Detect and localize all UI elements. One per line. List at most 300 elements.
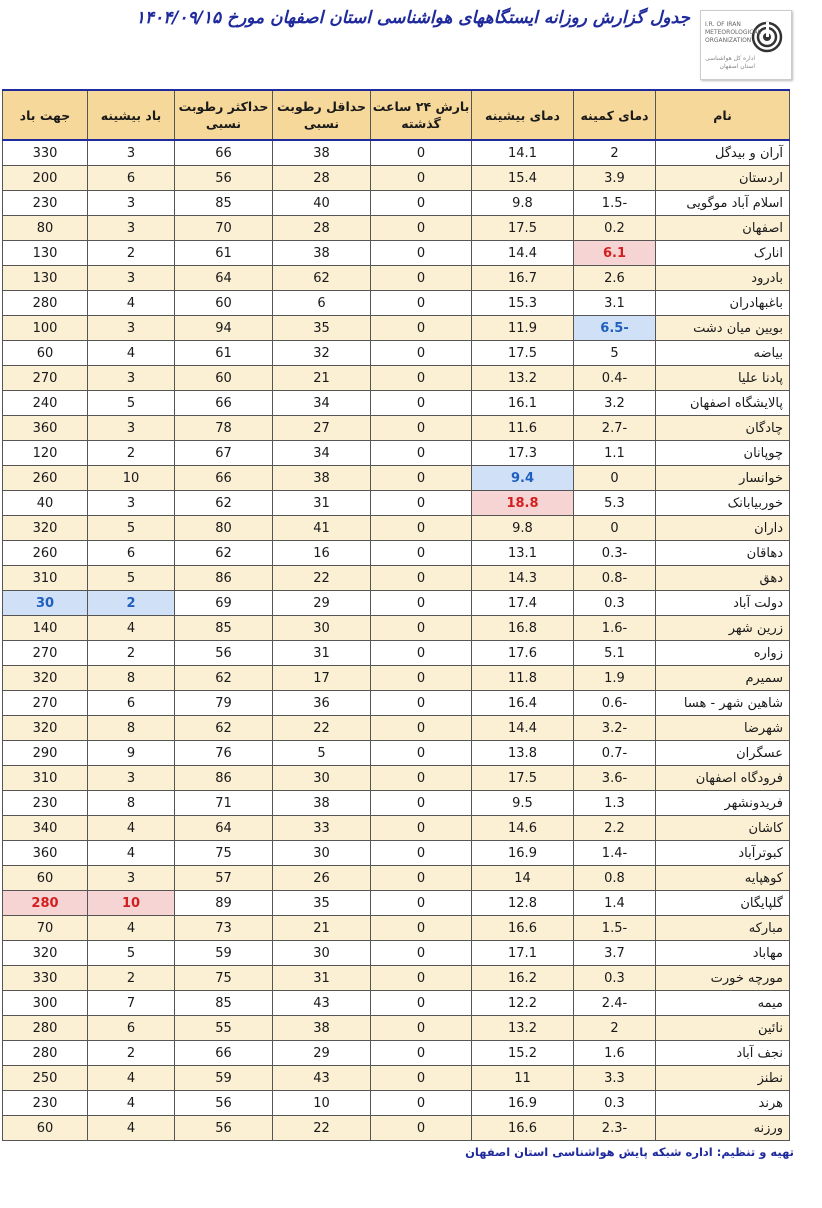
wind-direction-cell: 60 <box>3 1116 88 1141</box>
station-name-cell: زرین شهر <box>656 616 790 641</box>
station-name-cell: ورزنه <box>656 1116 790 1141</box>
min-temp-cell: 2 <box>574 140 656 166</box>
station-name-cell: دولت آباد <box>656 591 790 616</box>
wind-direction-cell: 40 <box>3 491 88 516</box>
meteorology-logo-icon <box>751 21 783 53</box>
min-humidity-cell: 31 <box>273 641 371 666</box>
station-name-cell: نطنز <box>656 1066 790 1091</box>
table-row <box>3 166 790 191</box>
max-temp-cell: 17.5 <box>472 216 574 241</box>
station-name-cell: اصفهان <box>656 216 790 241</box>
max-wind-cell: 8 <box>88 716 175 741</box>
wind-direction-cell: 200 <box>3 166 88 191</box>
max-temp-cell: 12.8 <box>472 891 574 916</box>
min-temp-cell: 2.2 <box>574 816 656 841</box>
max-humidity-cell: 66 <box>175 1041 273 1066</box>
max-wind-cell: 3 <box>88 416 175 441</box>
max-wind-cell: 3 <box>88 866 175 891</box>
min-temp-cell: -6.5 <box>574 316 656 341</box>
station-name-cell: بویین میان دشت <box>656 316 790 341</box>
max-temp-cell: 9.8 <box>472 191 574 216</box>
min-temp-cell: -3.6 <box>574 766 656 791</box>
max-humidity-cell: 61 <box>175 341 273 366</box>
min-temp-cell: -2.4 <box>574 991 656 1016</box>
min-temp-cell: 0.8 <box>574 866 656 891</box>
table-row <box>3 716 790 741</box>
table-row <box>3 816 790 841</box>
max-wind-cell: 4 <box>88 1066 175 1091</box>
max-temp-cell: 15.2 <box>472 1041 574 1066</box>
max-temp-cell: 9.4 <box>472 466 574 491</box>
min-temp-cell: -0.3 <box>574 541 656 566</box>
wind-direction-cell: 230 <box>3 1091 88 1116</box>
max-humidity-cell: 71 <box>175 791 273 816</box>
max-temp-cell: 16.7 <box>472 266 574 291</box>
header-wind-direction: جهت باد <box>3 90 88 140</box>
rain-24h-cell: 0 <box>371 866 472 891</box>
max-temp-cell: 16.2 <box>472 966 574 991</box>
weather-stations-table <box>2 89 790 1141</box>
table-row <box>3 841 790 866</box>
wind-direction-cell: 260 <box>3 541 88 566</box>
min-humidity-cell: 16 <box>273 541 371 566</box>
max-wind-cell: 6 <box>88 1016 175 1041</box>
max-wind-cell: 10 <box>88 891 175 916</box>
min-humidity-cell: 21 <box>273 366 371 391</box>
min-humidity-cell: 41 <box>273 516 371 541</box>
max-wind-cell: 4 <box>88 341 175 366</box>
wind-direction-cell: 280 <box>3 1016 88 1041</box>
min-temp-cell: -2.7 <box>574 416 656 441</box>
station-name-cell: چوپانان <box>656 441 790 466</box>
max-wind-cell: 3 <box>88 216 175 241</box>
table-row <box>3 891 790 916</box>
table-row <box>3 466 790 491</box>
min-humidity-cell: 10 <box>273 1091 371 1116</box>
max-temp-cell: 17.4 <box>472 591 574 616</box>
station-name-cell: خوانسار <box>656 466 790 491</box>
rain-24h-cell: 0 <box>371 216 472 241</box>
max-temp-cell: 17.3 <box>472 441 574 466</box>
wind-direction-cell: 30 <box>3 591 88 616</box>
table-row <box>3 1041 790 1066</box>
station-name-cell: چادگان <box>656 416 790 441</box>
wind-direction-cell: 320 <box>3 941 88 966</box>
wind-direction-cell: 340 <box>3 816 88 841</box>
rain-24h-cell: 0 <box>371 991 472 1016</box>
max-wind-cell: 2 <box>88 1041 175 1066</box>
station-name-cell: مبارکه <box>656 916 790 941</box>
table-row <box>3 516 790 541</box>
rain-24h-cell: 0 <box>371 1091 472 1116</box>
min-temp-cell: 5 <box>574 341 656 366</box>
max-temp-cell: 17.6 <box>472 641 574 666</box>
max-humidity-cell: 76 <box>175 741 273 766</box>
max-humidity-cell: 66 <box>175 466 273 491</box>
station-name-cell: اسلام آباد موگویی <box>656 191 790 216</box>
min-humidity-cell: 38 <box>273 791 371 816</box>
min-humidity-cell: 33 <box>273 816 371 841</box>
rain-24h-cell: 0 <box>371 941 472 966</box>
rain-24h-cell: 0 <box>371 516 472 541</box>
min-humidity-cell: 28 <box>273 216 371 241</box>
max-wind-cell: 3 <box>88 366 175 391</box>
max-temp-cell: 9.5 <box>472 791 574 816</box>
table-row <box>3 140 790 166</box>
max-temp-cell: 16.9 <box>472 841 574 866</box>
wind-direction-cell: 330 <box>3 140 88 166</box>
rain-24h-cell: 0 <box>371 291 472 316</box>
table-row <box>3 266 790 291</box>
rain-24h-cell: 0 <box>371 1041 472 1066</box>
max-wind-cell: 8 <box>88 791 175 816</box>
rain-24h-cell: 0 <box>371 716 472 741</box>
station-name-cell: داران <box>656 516 790 541</box>
min-humidity-cell: 43 <box>273 991 371 1016</box>
table-row <box>3 916 790 941</box>
station-name-cell: زواره <box>656 641 790 666</box>
header-name: نام <box>656 90 790 140</box>
station-name-cell: مورچه خورت <box>656 966 790 991</box>
station-name-cell: کوهپایه <box>656 866 790 891</box>
max-temp-cell: 15.3 <box>472 291 574 316</box>
max-wind-cell: 3 <box>88 491 175 516</box>
min-temp-cell: -3.2 <box>574 716 656 741</box>
max-humidity-cell: 55 <box>175 1016 273 1041</box>
max-humidity-cell: 56 <box>175 1116 273 1141</box>
max-humidity-cell: 62 <box>175 491 273 516</box>
min-humidity-cell: 40 <box>273 191 371 216</box>
station-name-cell: میمه <box>656 991 790 1016</box>
table-row <box>3 866 790 891</box>
station-name-cell: انارک <box>656 241 790 266</box>
max-wind-cell: 2 <box>88 441 175 466</box>
station-name-cell: دهاقان <box>656 541 790 566</box>
table-row <box>3 566 790 591</box>
wind-direction-cell: 360 <box>3 416 88 441</box>
table-row <box>3 741 790 766</box>
max-humidity-cell: 70 <box>175 216 273 241</box>
header-min-humidity: حداقل رطوبت نسبی <box>273 90 371 140</box>
max-humidity-cell: 78 <box>175 416 273 441</box>
rain-24h-cell: 0 <box>371 441 472 466</box>
table-row <box>3 416 790 441</box>
min-temp-cell: 2 <box>574 1016 656 1041</box>
min-temp-cell: 0 <box>574 466 656 491</box>
table-row <box>3 791 790 816</box>
max-wind-cell: 4 <box>88 841 175 866</box>
wind-direction-cell: 300 <box>3 991 88 1016</box>
table-row <box>3 541 790 566</box>
min-temp-cell: -1.6 <box>574 616 656 641</box>
min-temp-cell: 3.9 <box>574 166 656 191</box>
table-row <box>3 941 790 966</box>
max-wind-cell: 2 <box>88 966 175 991</box>
wind-direction-cell: 100 <box>3 316 88 341</box>
min-humidity-cell: 30 <box>273 941 371 966</box>
max-wind-cell: 5 <box>88 941 175 966</box>
max-temp-cell: 17.5 <box>472 766 574 791</box>
max-humidity-cell: 56 <box>175 641 273 666</box>
rain-24h-cell: 0 <box>371 741 472 766</box>
table-row <box>3 641 790 666</box>
max-wind-cell: 2 <box>88 591 175 616</box>
max-humidity-cell: 56 <box>175 166 273 191</box>
wind-direction-cell: 270 <box>3 691 88 716</box>
min-temp-cell: 3.2 <box>574 391 656 416</box>
min-humidity-cell: 35 <box>273 316 371 341</box>
max-humidity-cell: 60 <box>175 291 273 316</box>
min-humidity-cell: 5 <box>273 741 371 766</box>
wind-direction-cell: 70 <box>3 916 88 941</box>
wind-direction-cell: 60 <box>3 341 88 366</box>
table-row <box>3 966 790 991</box>
wind-direction-cell: 120 <box>3 441 88 466</box>
max-humidity-cell: 69 <box>175 591 273 616</box>
wind-direction-cell: 280 <box>3 291 88 316</box>
station-name-cell: کبوترآباد <box>656 841 790 866</box>
organization-logo <box>700 10 792 80</box>
rain-24h-cell: 0 <box>371 1116 472 1141</box>
wind-direction-cell: 260 <box>3 466 88 491</box>
max-temp-cell: 11.9 <box>472 316 574 341</box>
station-name-cell: آران و بیدگل <box>656 140 790 166</box>
rain-24h-cell: 0 <box>371 366 472 391</box>
min-humidity-cell: 38 <box>273 241 371 266</box>
table-row <box>3 616 790 641</box>
rain-24h-cell: 0 <box>371 266 472 291</box>
wind-direction-cell: 270 <box>3 366 88 391</box>
table-row <box>3 341 790 366</box>
max-wind-cell: 5 <box>88 566 175 591</box>
table-row <box>3 591 790 616</box>
min-temp-cell: 1.9 <box>574 666 656 691</box>
max-temp-cell: 11.8 <box>472 666 574 691</box>
max-humidity-cell: 64 <box>175 816 273 841</box>
rain-24h-cell: 0 <box>371 466 472 491</box>
max-humidity-cell: 61 <box>175 241 273 266</box>
wind-direction-cell: 310 <box>3 766 88 791</box>
station-name-cell: فرودگاه اصفهان <box>656 766 790 791</box>
rain-24h-cell: 0 <box>371 966 472 991</box>
logo-text-en: I.R. OF IRAN METEOROLOGICAL ORGANIZATION <box>705 21 761 44</box>
max-humidity-cell: 60 <box>175 366 273 391</box>
min-temp-cell: -0.7 <box>574 741 656 766</box>
max-temp-cell: 11 <box>472 1066 574 1091</box>
station-name-cell: عسگران <box>656 741 790 766</box>
table-row <box>3 666 790 691</box>
footer-credit: تهیه و تنظیم: اداره شبکه پایش هواشناسی استان اصفهان <box>465 1145 794 1159</box>
max-temp-cell: 18.8 <box>472 491 574 516</box>
station-name-cell: اردستان <box>656 166 790 191</box>
wind-direction-cell: 290 <box>3 741 88 766</box>
table-row <box>3 766 790 791</box>
table-row <box>3 241 790 266</box>
max-humidity-cell: 80 <box>175 516 273 541</box>
station-name-cell: گلپایگان <box>656 891 790 916</box>
min-humidity-cell: 38 <box>273 466 371 491</box>
table-row <box>3 691 790 716</box>
table-row <box>3 441 790 466</box>
min-humidity-cell: 17 <box>273 666 371 691</box>
wind-direction-cell: 250 <box>3 1066 88 1091</box>
max-humidity-cell: 75 <box>175 966 273 991</box>
max-temp-cell: 17.5 <box>472 341 574 366</box>
max-temp-cell: 9.8 <box>472 516 574 541</box>
max-humidity-cell: 59 <box>175 1066 273 1091</box>
max-humidity-cell: 79 <box>175 691 273 716</box>
wind-direction-cell: 140 <box>3 616 88 641</box>
max-temp-cell: 17.1 <box>472 941 574 966</box>
rain-24h-cell: 0 <box>371 591 472 616</box>
min-temp-cell: 6.1 <box>574 241 656 266</box>
max-wind-cell: 6 <box>88 166 175 191</box>
station-name-cell: شهرضا <box>656 716 790 741</box>
max-temp-cell: 16.6 <box>472 916 574 941</box>
max-humidity-cell: 62 <box>175 716 273 741</box>
max-temp-cell: 16.1 <box>472 391 574 416</box>
rain-24h-cell: 0 <box>371 891 472 916</box>
min-temp-cell: 0.3 <box>574 1091 656 1116</box>
station-name-cell: دهق <box>656 566 790 591</box>
station-name-cell: شاهین شهر - هسا <box>656 691 790 716</box>
max-humidity-cell: 56 <box>175 1091 273 1116</box>
max-wind-cell: 4 <box>88 816 175 841</box>
max-humidity-cell: 85 <box>175 616 273 641</box>
rain-24h-cell: 0 <box>371 566 472 591</box>
min-humidity-cell: 28 <box>273 166 371 191</box>
max-temp-cell: 13.1 <box>472 541 574 566</box>
min-humidity-cell: 22 <box>273 1116 371 1141</box>
min-temp-cell: -0.4 <box>574 366 656 391</box>
table-row <box>3 366 790 391</box>
rain-24h-cell: 0 <box>371 1066 472 1091</box>
min-humidity-cell: 34 <box>273 441 371 466</box>
min-humidity-cell: 43 <box>273 1066 371 1091</box>
table-row <box>3 316 790 341</box>
min-humidity-cell: 22 <box>273 716 371 741</box>
max-temp-cell: 12.2 <box>472 991 574 1016</box>
min-temp-cell: -1.5 <box>574 916 656 941</box>
rain-24h-cell: 0 <box>371 816 472 841</box>
station-name-cell: کاشان <box>656 816 790 841</box>
table-row <box>3 991 790 1016</box>
min-humidity-cell: 36 <box>273 691 371 716</box>
station-name-cell: خوربیابانک <box>656 491 790 516</box>
max-temp-cell: 16.9 <box>472 1091 574 1116</box>
table-row <box>3 1116 790 1141</box>
min-humidity-cell: 22 <box>273 566 371 591</box>
max-wind-cell: 8 <box>88 666 175 691</box>
max-temp-cell: 14.3 <box>472 566 574 591</box>
max-temp-cell: 14.6 <box>472 816 574 841</box>
min-humidity-cell: 35 <box>273 891 371 916</box>
min-temp-cell: -2.3 <box>574 1116 656 1141</box>
rain-24h-cell: 0 <box>371 191 472 216</box>
max-wind-cell: 4 <box>88 916 175 941</box>
rain-24h-cell: 0 <box>371 666 472 691</box>
station-name-cell: باغبهادران <box>656 291 790 316</box>
rain-24h-cell: 0 <box>371 241 472 266</box>
min-humidity-cell: 38 <box>273 140 371 166</box>
wind-direction-cell: 330 <box>3 966 88 991</box>
max-humidity-cell: 59 <box>175 941 273 966</box>
min-humidity-cell: 30 <box>273 766 371 791</box>
max-temp-cell: 13.8 <box>472 741 574 766</box>
max-humidity-cell: 86 <box>175 766 273 791</box>
station-name-cell: پادنا علیا <box>656 366 790 391</box>
max-wind-cell: 4 <box>88 291 175 316</box>
max-humidity-cell: 94 <box>175 316 273 341</box>
max-humidity-cell: 89 <box>175 891 273 916</box>
max-wind-cell: 5 <box>88 516 175 541</box>
min-humidity-cell: 27 <box>273 416 371 441</box>
min-temp-cell: 1.3 <box>574 791 656 816</box>
max-humidity-cell: 57 <box>175 866 273 891</box>
max-humidity-cell: 66 <box>175 391 273 416</box>
max-humidity-cell: 73 <box>175 916 273 941</box>
logo-text-fa: اداره کل هواشناسی استان اصفهان <box>705 55 755 70</box>
max-humidity-cell: 67 <box>175 441 273 466</box>
min-temp-cell: 5.1 <box>574 641 656 666</box>
max-humidity-cell: 66 <box>175 140 273 166</box>
max-wind-cell: 4 <box>88 1116 175 1141</box>
page-title: جدول گزارش روزانه ایستگاههای هواشناسی استان اصفهان مورخ ۱۴۰۴/۰۹/۱۵ <box>135 8 690 28</box>
min-temp-cell: 1.1 <box>574 441 656 466</box>
min-temp-cell: 0.3 <box>574 966 656 991</box>
wind-direction-cell: 230 <box>3 191 88 216</box>
min-humidity-cell: 29 <box>273 1041 371 1066</box>
rain-24h-cell: 0 <box>371 841 472 866</box>
table-row <box>3 191 790 216</box>
table-row <box>3 1066 790 1091</box>
min-temp-cell: 5.3 <box>574 491 656 516</box>
min-temp-cell: 3.7 <box>574 941 656 966</box>
max-wind-cell: 10 <box>88 466 175 491</box>
min-humidity-cell: 30 <box>273 616 371 641</box>
min-temp-cell: 1.4 <box>574 891 656 916</box>
rain-24h-cell: 0 <box>371 316 472 341</box>
wind-direction-cell: 320 <box>3 716 88 741</box>
station-name-cell: بیاضه <box>656 341 790 366</box>
rain-24h-cell: 0 <box>371 341 472 366</box>
min-temp-cell: 0.2 <box>574 216 656 241</box>
max-wind-cell: 9 <box>88 741 175 766</box>
rain-24h-cell: 0 <box>371 791 472 816</box>
min-humidity-cell: 38 <box>273 1016 371 1041</box>
wind-direction-cell: 230 <box>3 791 88 816</box>
max-wind-cell: 3 <box>88 316 175 341</box>
max-temp-cell: 14.4 <box>472 241 574 266</box>
max-wind-cell: 3 <box>88 766 175 791</box>
wind-direction-cell: 320 <box>3 516 88 541</box>
max-wind-cell: 2 <box>88 641 175 666</box>
wind-direction-cell: 60 <box>3 866 88 891</box>
max-temp-cell: 13.2 <box>472 366 574 391</box>
wind-direction-cell: 240 <box>3 391 88 416</box>
table-row <box>3 391 790 416</box>
min-humidity-cell: 30 <box>273 841 371 866</box>
max-wind-cell: 3 <box>88 266 175 291</box>
rain-24h-cell: 0 <box>371 691 472 716</box>
table-row <box>3 291 790 316</box>
max-temp-cell: 16.4 <box>472 691 574 716</box>
max-humidity-cell: 85 <box>175 191 273 216</box>
rain-24h-cell: 0 <box>371 391 472 416</box>
min-humidity-cell: 31 <box>273 966 371 991</box>
max-wind-cell: 2 <box>88 241 175 266</box>
min-humidity-cell: 62 <box>273 266 371 291</box>
